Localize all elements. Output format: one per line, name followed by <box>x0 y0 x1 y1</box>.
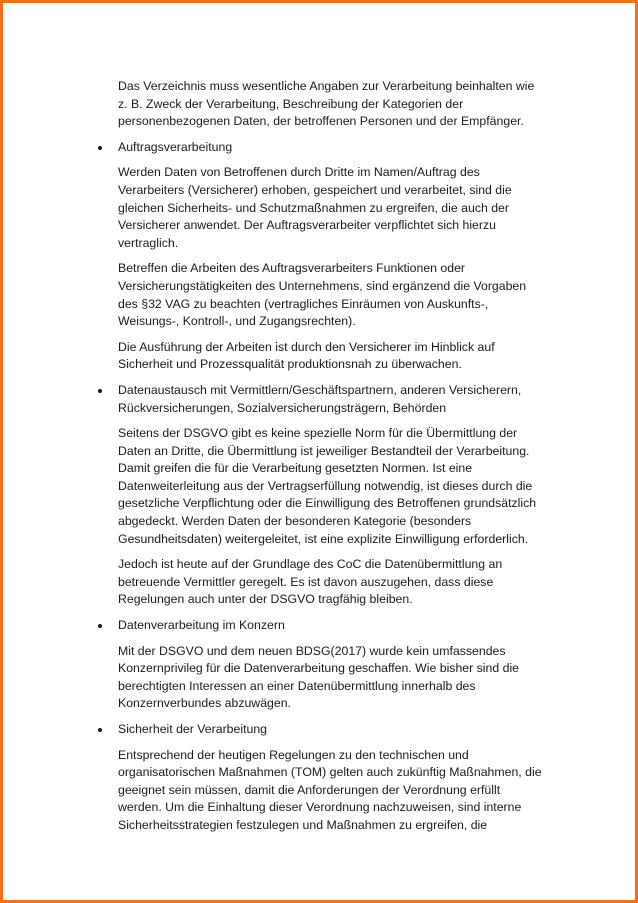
document-body <box>118 78 568 843</box>
paragraph: Die Ausführung der Arbeiten ist durch den Versicherer im Hinblick auf Sicherheit und Prozessqualität produktionsnah zu überwachen. <box>118 339 495 372</box>
paragraph: Entsprechend der heutigen Regelungen zu den technischen und organisatorischen Maßnahmen (TOM) gelten auch zukünftig Maßnahmen, die geeignet sein müssen, damit die Anforderungen der Verordnung erfüllt werden. Um die Einhaltung dieser Verordnung nachzuweisen, sind interne Sicherheitsstrategien festzulegen und Maßnahmen zu ergreifen, die <box>118 747 542 832</box>
bullet-heading <box>118 382 568 417</box>
bullet-dot-icon <box>98 624 102 628</box>
paragraph: Werden Daten von Betroffenen durch Dritte im Namen/Auftrag des Verarbeiters (Versicherer) erhoben, gespeichert und verarbeitet, sind die gleichen Sicherheits- und Schutzmaßnahmen zu ergreifen, die auch der Versicherer anwendet. Der Auftragsverarbeiter verpflichtet sich hierzu vertraglich. <box>118 165 512 250</box>
paragraph: Mit der DSGVO und dem neuen BDSG(2017) wurde kein umfassendes Konzernprivileg für die Datenverarbeitung geschaffen. Wie bisher sind die berechtigten Interessen an einer Datenübermittlung innerhalb des Konzernverbundes abzuwägen. <box>118 643 520 711</box>
bullet-dot-icon <box>98 146 102 150</box>
bullet-text: Sicherheit der Verarbeitung <box>118 722 268 736</box>
paragraph: Betreffen die Arbeiten des Auftragsverarbeiters Funktionen oder Versicherungstätigkeiten des Unternehmens, sind ergänzend die Vorgaben des §32 VAG zu beachten (vertragliches Einräumen von Auskunfts-, Weisungs-, Kontroll-, und Zugangsrechten). <box>118 261 527 329</box>
paragraph: Seitens der DSGVO gibt es keine spezielle Norm für die Übermittlung der Daten an Dritte, die Übermittlung ist jeweiliger Bestandteil der Verarbeitung. Damit greifen die für die Verarbeitung gesetzten Normen. Ist eine Datenweiterleitung aus der Vertragserfüllung notwendig, ist dieses durch die gesetzliche Verpflichtung oder die Einwilligung des Betroffenen grundsätzlich abgedeckt. Werden Daten der besonderen Kategorie (besonders Gesundheitsdaten) weitergeleitet, ist eine explizite Einwilligung erforderlich. <box>118 426 537 546</box>
paragraph: Jedoch ist heute auf der Grundlage des CoC die Datenübermittlung an betreuende Vermittler geregelt. Es ist davon auszugehen, dass diese Regelungen auch unter der DSGVO tragfähig bleiben. <box>118 557 503 607</box>
bullet-text: Auftragsverarbeitung <box>118 139 233 154</box>
bullet-text: Datenverarbeitung im Konzern <box>118 618 285 633</box>
bullet-dot-icon <box>98 389 102 393</box>
bullet-text: Datenaustausch mit Vermittlern/Geschäftspartnern, anderen Versicherern, Rückversicherungen, Sozialversicherungsträgern, Behörden <box>118 382 522 415</box>
bullet-heading <box>118 721 568 739</box>
bullet-heading <box>118 617 568 635</box>
paragraph: Das Verzeichnis muss wesentliche Angaben zur Verarbeitung beinhalten wie z. B. Zweck der Verarbeitung, Beschreibung der Kategorien der personenbezogenen Daten, der betroffenen Personen und der Empfänger. <box>118 79 535 129</box>
bullet-heading <box>118 139 568 157</box>
bullet-dot-icon <box>98 728 102 732</box>
